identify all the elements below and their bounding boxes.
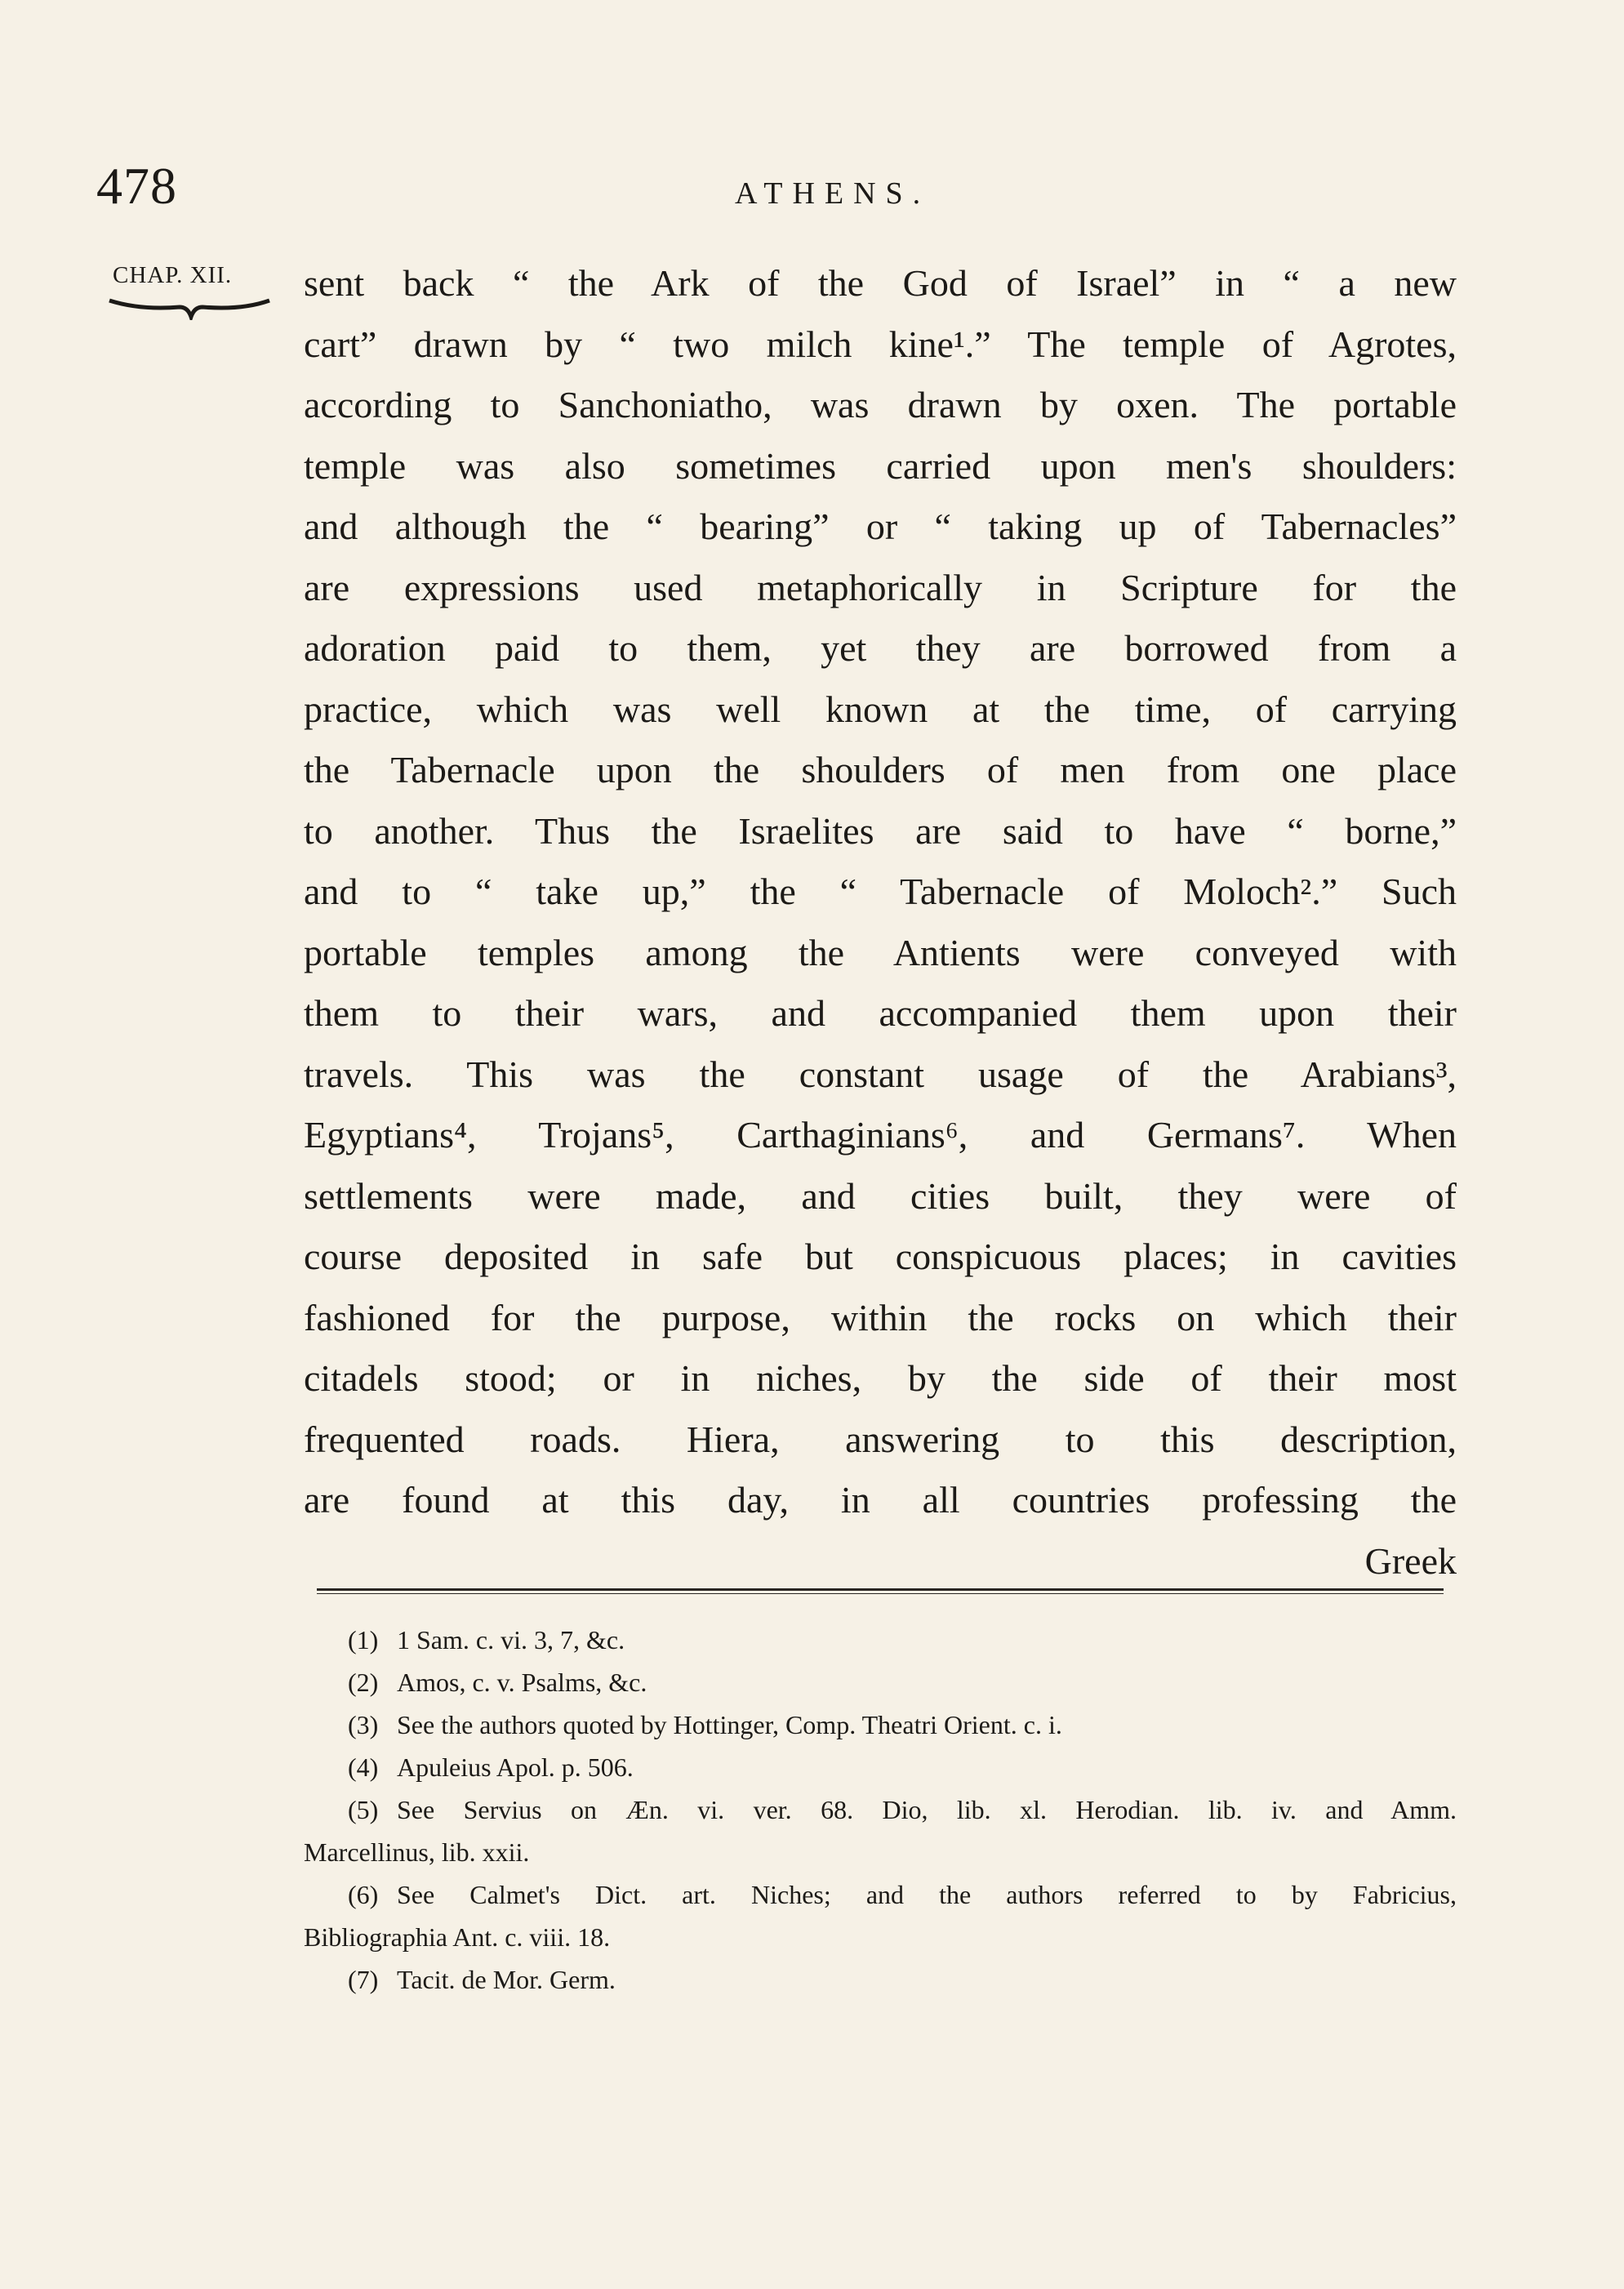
- footnote: [304, 1703, 1457, 1746]
- body-line: fashioned for the purpose, within the rocks on which their: [304, 1296, 1457, 1338]
- footnote: [304, 1873, 1457, 1958]
- footnote-number: (7): [348, 1965, 379, 1994]
- footnote-text: See Servius on Æn. vi. ver. 68. Dio, lib. xl. Herodian. lib. iv. and Amm.: [397, 1795, 1457, 1824]
- footnote-text: See the authors quoted by Hottinger, Comp. Theatri Orient. c. i.: [397, 1710, 1062, 1739]
- body-line: Egyptians⁴, Trojans⁵, Carthaginians⁶, and Germans⁷. When: [304, 1114, 1457, 1156]
- chapter-brace: [108, 296, 271, 320]
- footnote-number: (2): [348, 1668, 379, 1697]
- body-line: settlements were made, and cities built, they were of: [304, 1174, 1457, 1217]
- footnote-number: (5): [348, 1795, 379, 1824]
- running-head: ATHENS.: [735, 176, 931, 211]
- chapter-label: CHAP. XII.: [113, 262, 233, 288]
- footnote: [304, 1619, 1457, 1661]
- footnote-rule: [317, 1588, 1444, 1594]
- footnote: [304, 1746, 1457, 1788]
- body-text: [304, 253, 1457, 1592]
- footnote-continuation: Bibliographia Ant. c. viii. 18.: [304, 1922, 611, 1952]
- footnote-number: (4): [348, 1752, 379, 1782]
- catchword: Greek: [1364, 1539, 1457, 1582]
- footnote-number: (6): [348, 1880, 379, 1909]
- footnote: [304, 1661, 1457, 1703]
- footnote-number: (3): [348, 1710, 379, 1739]
- body-line: and to “ take up,” the “ Tabernacle of Moloch².” Such: [304, 871, 1457, 912]
- body-line: frequented roads. Hiera, answering to this description,: [304, 1418, 1457, 1460]
- body-line: sent back “ the Ark of the God of Israel” in “ a new: [304, 262, 1457, 304]
- footnote-text: 1 Sam. c. vi. 3, 7, &c.: [397, 1625, 625, 1654]
- footnote-continuation: Marcellinus, lib. xxii.: [304, 1837, 530, 1867]
- body-line: practice, which was well known at the time, of carrying: [304, 688, 1457, 730]
- body-line: according to Sanchoniatho, was drawn by oxen. The portable: [304, 384, 1457, 425]
- body-line: citadels stood; or in niches, by the side of their most: [304, 1357, 1457, 1399]
- body-line: to another. Thus the Israelites are said to have “ borne,”: [304, 809, 1457, 852]
- body-line: course deposited in safe but conspicuous places; in cavities: [304, 1236, 1457, 1277]
- body-line: adoration paid to them, yet they are borrowed from a: [304, 627, 1457, 669]
- body-line: the Tabernacle upon the shoulders of men from one place: [304, 749, 1457, 790]
- footnote-text: See Calmet's Dict. art. Niches; and the authors referred to by Fabricius,: [397, 1880, 1457, 1909]
- body-line: temple was also sometimes carried upon men's shoulders:: [304, 444, 1457, 487]
- body-line: are found at this day, in all countries professing the: [304, 1479, 1457, 1521]
- footnote: [304, 1788, 1457, 1873]
- body-line: travels. This was the constant usage of the Arabians³,: [304, 1053, 1457, 1095]
- footnote-number: (1): [348, 1625, 379, 1654]
- footnote-text: Tacit. de Mor. Germ.: [397, 1965, 616, 1994]
- footnote-text: Amos, c. v. Psalms, &c.: [397, 1668, 647, 1697]
- body-line: portable temples among the Antients were conveyed with: [304, 931, 1457, 973]
- footnotes: [304, 1619, 1457, 2001]
- footnote-text: Apuleius Apol. p. 506.: [397, 1752, 634, 1782]
- body-line: are expressions used metaphorically in Scripture for the: [304, 566, 1457, 608]
- body-line: and although the “ bearing” or “ taking up of Tabernacles”: [304, 505, 1457, 547]
- page-number: 478: [96, 157, 177, 215]
- body-line: them to their wars, and accompanied them upon their: [304, 992, 1457, 1034]
- body-line: cart” drawn by “ two milch kine¹.” The temple of Agrotes,: [304, 323, 1457, 365]
- footnote: [304, 1958, 1457, 2001]
